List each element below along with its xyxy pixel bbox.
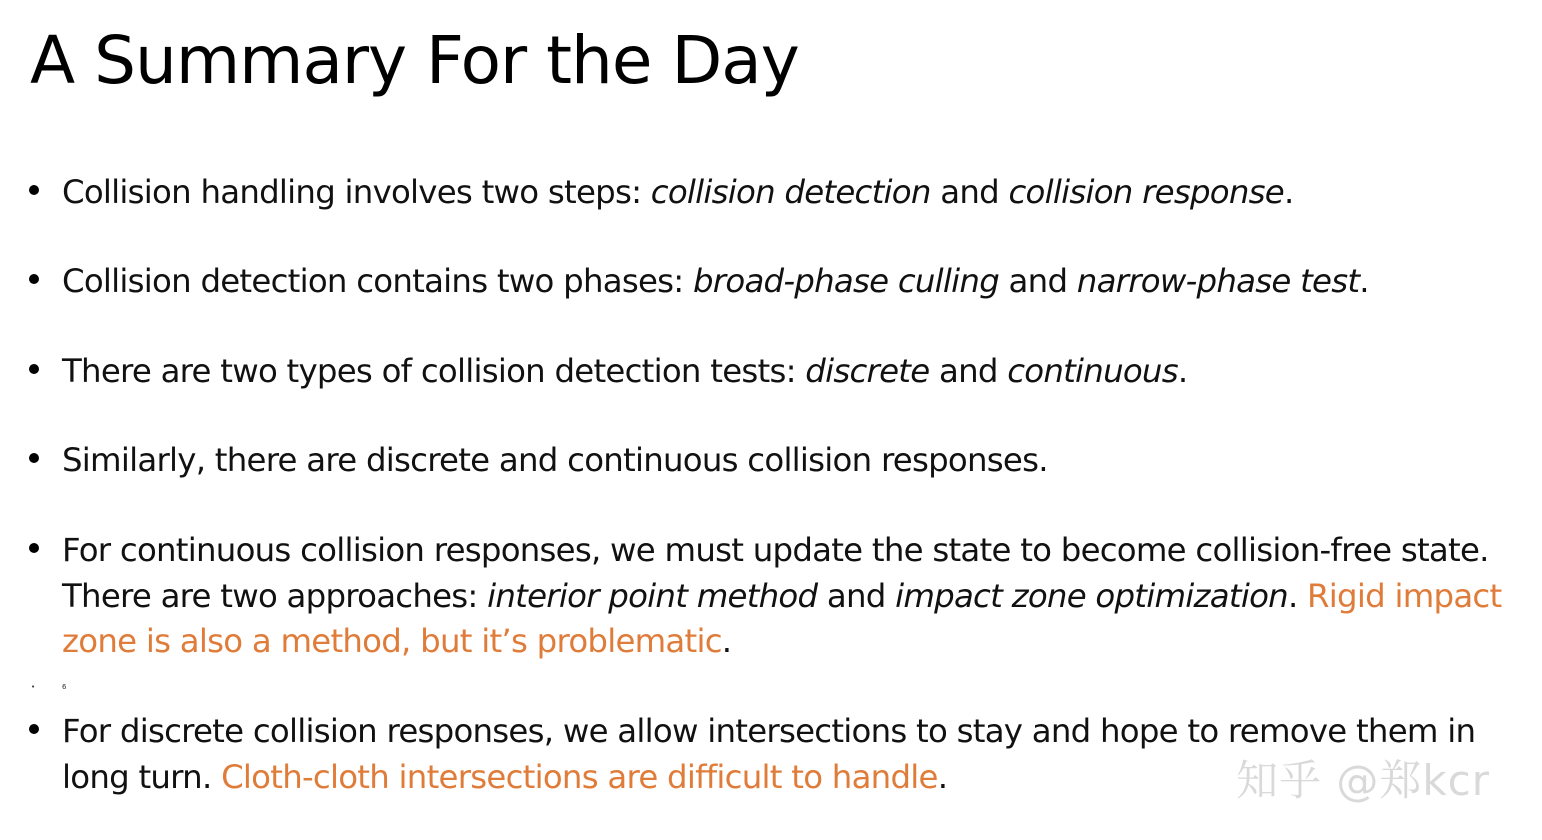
text-run: There are two types of collision detection tests: xyxy=(62,352,806,390)
italic-term: continuous xyxy=(1007,352,1178,390)
bullet-dot-icon xyxy=(29,364,39,374)
bullet-text xyxy=(62,262,1369,300)
bullet-dot-icon xyxy=(29,185,39,195)
italic-term: narrow-phase test xyxy=(1076,262,1360,300)
text-run: and xyxy=(817,576,896,615)
bullet-text xyxy=(62,441,1048,479)
bullet-item xyxy=(62,438,1522,484)
bullet-dot-icon xyxy=(29,274,39,284)
bullet-item xyxy=(62,259,1522,305)
text-run: . xyxy=(1359,262,1369,300)
italic-term: impact zone optimization xyxy=(895,576,1288,615)
italic-term: interior point method xyxy=(487,576,818,615)
italic-term: collision detection xyxy=(650,173,931,211)
bullet-dot-icon xyxy=(29,453,39,463)
text-run: Similarly, there are discrete and continuous collision responses. xyxy=(62,441,1048,479)
bullet-text xyxy=(62,173,1293,211)
italic-term: collision response xyxy=(1008,173,1284,211)
watermark: 知乎 @郑kcr xyxy=(1236,756,1491,805)
text-run: Collision detection contains two phases: xyxy=(62,262,693,300)
bullet-text xyxy=(62,531,1501,660)
bullet-dot-icon xyxy=(29,724,39,734)
highlighted-text: Rigid impact zone is also a method, but it’s problematic xyxy=(62,576,1502,660)
italic-term: discrete xyxy=(805,352,930,390)
text-run: . xyxy=(1177,352,1188,390)
text-run: . xyxy=(1287,576,1308,615)
text-run: . xyxy=(937,757,948,796)
stray-page-number: 6 xyxy=(62,683,67,691)
bullet-item xyxy=(62,528,1522,665)
highlighted-text: Cloth-cloth intersections are difficult to handle xyxy=(221,757,938,796)
bullet-item xyxy=(62,170,1522,216)
text-run: For continuous collision responses, we must update the state to become collision-free state. There are two approaches: xyxy=(62,531,1489,615)
text-run: . xyxy=(1283,173,1294,211)
stray-dot-mark: • xyxy=(31,683,36,691)
bullet-text xyxy=(62,352,1187,390)
italic-term: broad-phase culling xyxy=(693,262,1000,300)
text-run: and xyxy=(999,262,1077,300)
text-run: For discrete collision responses, we allow intersections to stay and hope to remove them in long turn. xyxy=(62,712,1476,796)
text-run: and xyxy=(930,173,1009,211)
bullet-item xyxy=(62,349,1522,395)
text-run: . xyxy=(721,622,732,660)
text-run: and xyxy=(929,352,1008,390)
text-run: Collision handling involves two steps: xyxy=(62,173,651,211)
bullet-dot-icon xyxy=(29,543,39,553)
slide-title: A Summary For the Day xyxy=(30,22,799,99)
